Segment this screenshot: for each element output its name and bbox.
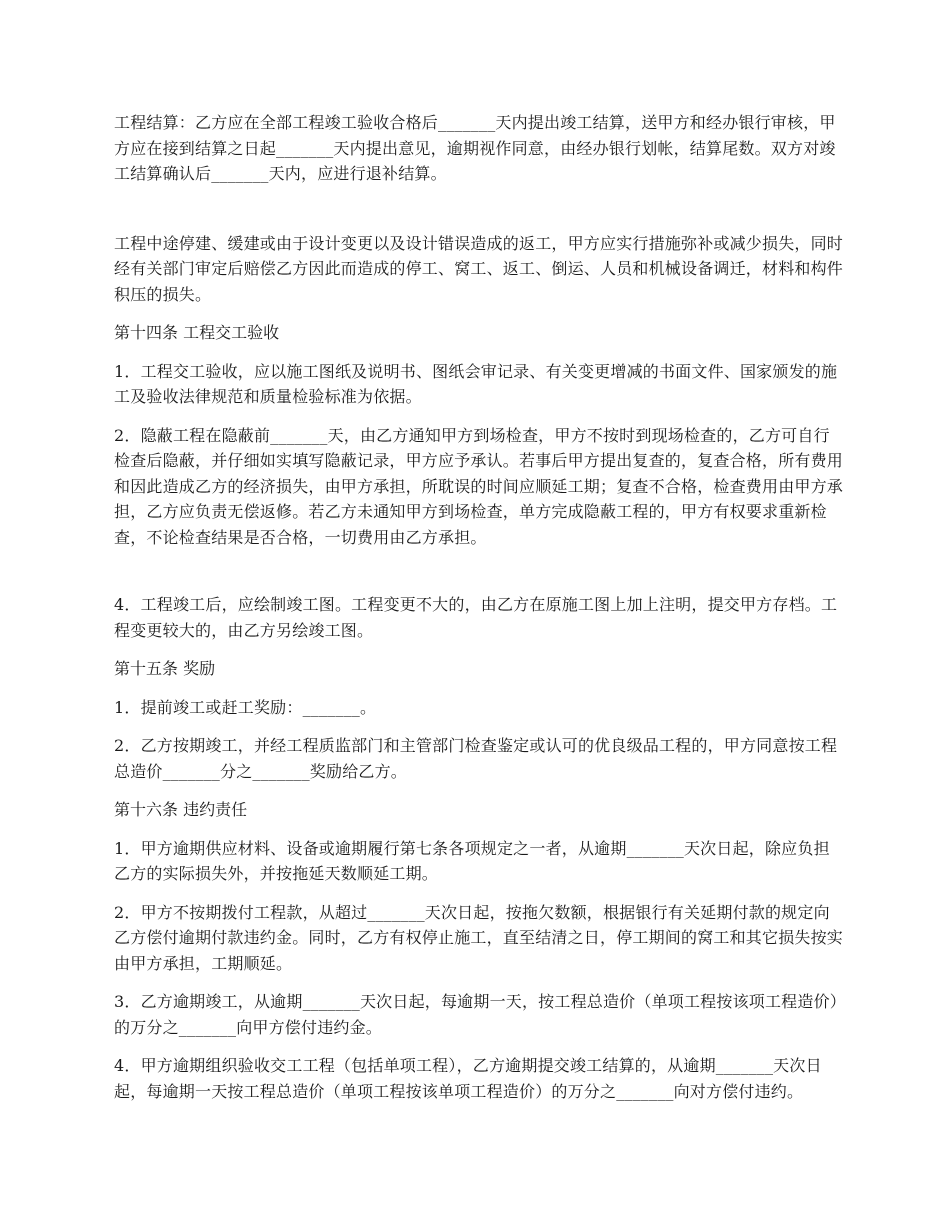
article-16-clause-4: 4．甲方逾期组织验收交工工程（包括单项工程），乙方逾期提交竣工结算的，从逾期_______天次日起，每逾期一天按工程总造价（单项工程按该单项工程造价）的万分之_______向对方偿付违约。: [114, 1056, 822, 1101]
spacer: [114, 187, 844, 231]
spacer: [114, 887, 844, 900]
spacer: [114, 823, 844, 836]
spacer: [114, 307, 844, 320]
spacer: [114, 976, 844, 989]
article-16-clause-2: 2．甲方不按期拨付工程款，从超过_______天次日起，按拖欠数额，根据银行有关延期付款的规定向乙方偿付逾期付款违约金。同时，乙方有权停止施工，直至结清之日，停工期间的窝工和其它损失按实由甲方承担，工期顺延。: [114, 902, 844, 973]
article-14-heading: 第十四条 工程交工验收: [114, 323, 280, 342]
article-16-clause-1: 1．甲方逾期供应材料、设备或逾期履行第七条各项规定之一者，从逾期_______天次日起，除应负担乙方的实际损失外，并按拖延天数顺延工期。: [114, 838, 830, 883]
document-page: [114, 110, 844, 1104]
article-15-clause-2: 2．乙方按期竣工，并经工程质监部门和主管部门检查鉴定或认可的优良级品工程的，甲方同意按工程总造价_______分之_______奖励给乙方。: [114, 736, 838, 781]
spacer: [114, 346, 844, 359]
article-14-clause-4: 4．工程竣工后，应绘制竣工图。工程变更不大的，由乙方在原施工图上加上注明，提交甲方存档。工程变更较大的，由乙方另绘竣工图。: [114, 595, 838, 640]
spacer: [114, 410, 844, 423]
spacer: [114, 720, 844, 733]
spacer: [114, 784, 844, 797]
article-16-heading: 第十六条 违约责任: [114, 800, 248, 819]
suspension-paragraph: 工程中途停建、缓建或由于设计变更以及设计错误造成的返工，甲方应实行措施弥补或减少损失，同时经有关部门审定后赔偿乙方因此而造成的停工、窝工、返工、倒运、人员和机械设备调迁，材料和构件积压的损失。: [114, 233, 844, 304]
article-14-clause-2: 2．隐蔽工程在隐蔽前_______天，由乙方通知甲方到场检查，甲方不按时到现场检查的，乙方可自行检查后隐蔽，并仔细如实填写隐蔽记录，甲方应予承认。若事后甲方提出复查的，复查合格，所有费用和因此造成乙方的经济损失，由甲方承担，所耽误的时间应顺延工期；复查不合格，检查费用由甲方承担，乙方应负责无偿返修。若乙方未通知甲方到场检查，单方完成隐蔽工程的，甲方有权要求重新检查，不论检查结果是否合格，一切费用由乙方承担。: [114, 425, 844, 547]
spacer: [114, 1040, 844, 1053]
spacer: [114, 643, 844, 656]
settlement-paragraph: 工程结算：乙方应在全部工程竣工验收合格后_______天内提出竣工结算，送甲方和经办银行审核，甲方应在接到结算之日起_______天内提出意见，逾期视作同意，由经办银行划帐，结算尾数。双方对竣工结算确认后_______天内，应进行退补结算。: [114, 113, 836, 183]
article-14-clause-1: 1．工程交工验收，应以施工图纸及说明书、图纸会审记录、有关变更增减的书面文件、国家颁发的施工及验收法律规范和质量检验标准为依据。: [114, 361, 838, 406]
article-16-clause-3: 3．乙方逾期竣工，从逾期_______天次日起，每逾期一天，按工程总造价（单项工程按该项工程造价）的万分之_______向甲方偿付违约金。: [114, 992, 838, 1037]
article-15-heading: 第十五条 奖励: [114, 659, 216, 678]
spacer: [114, 682, 844, 695]
article-15-clause-1: 1．提前竣工或赶工奖励：_______。: [114, 697, 377, 717]
spacer: [114, 550, 844, 592]
